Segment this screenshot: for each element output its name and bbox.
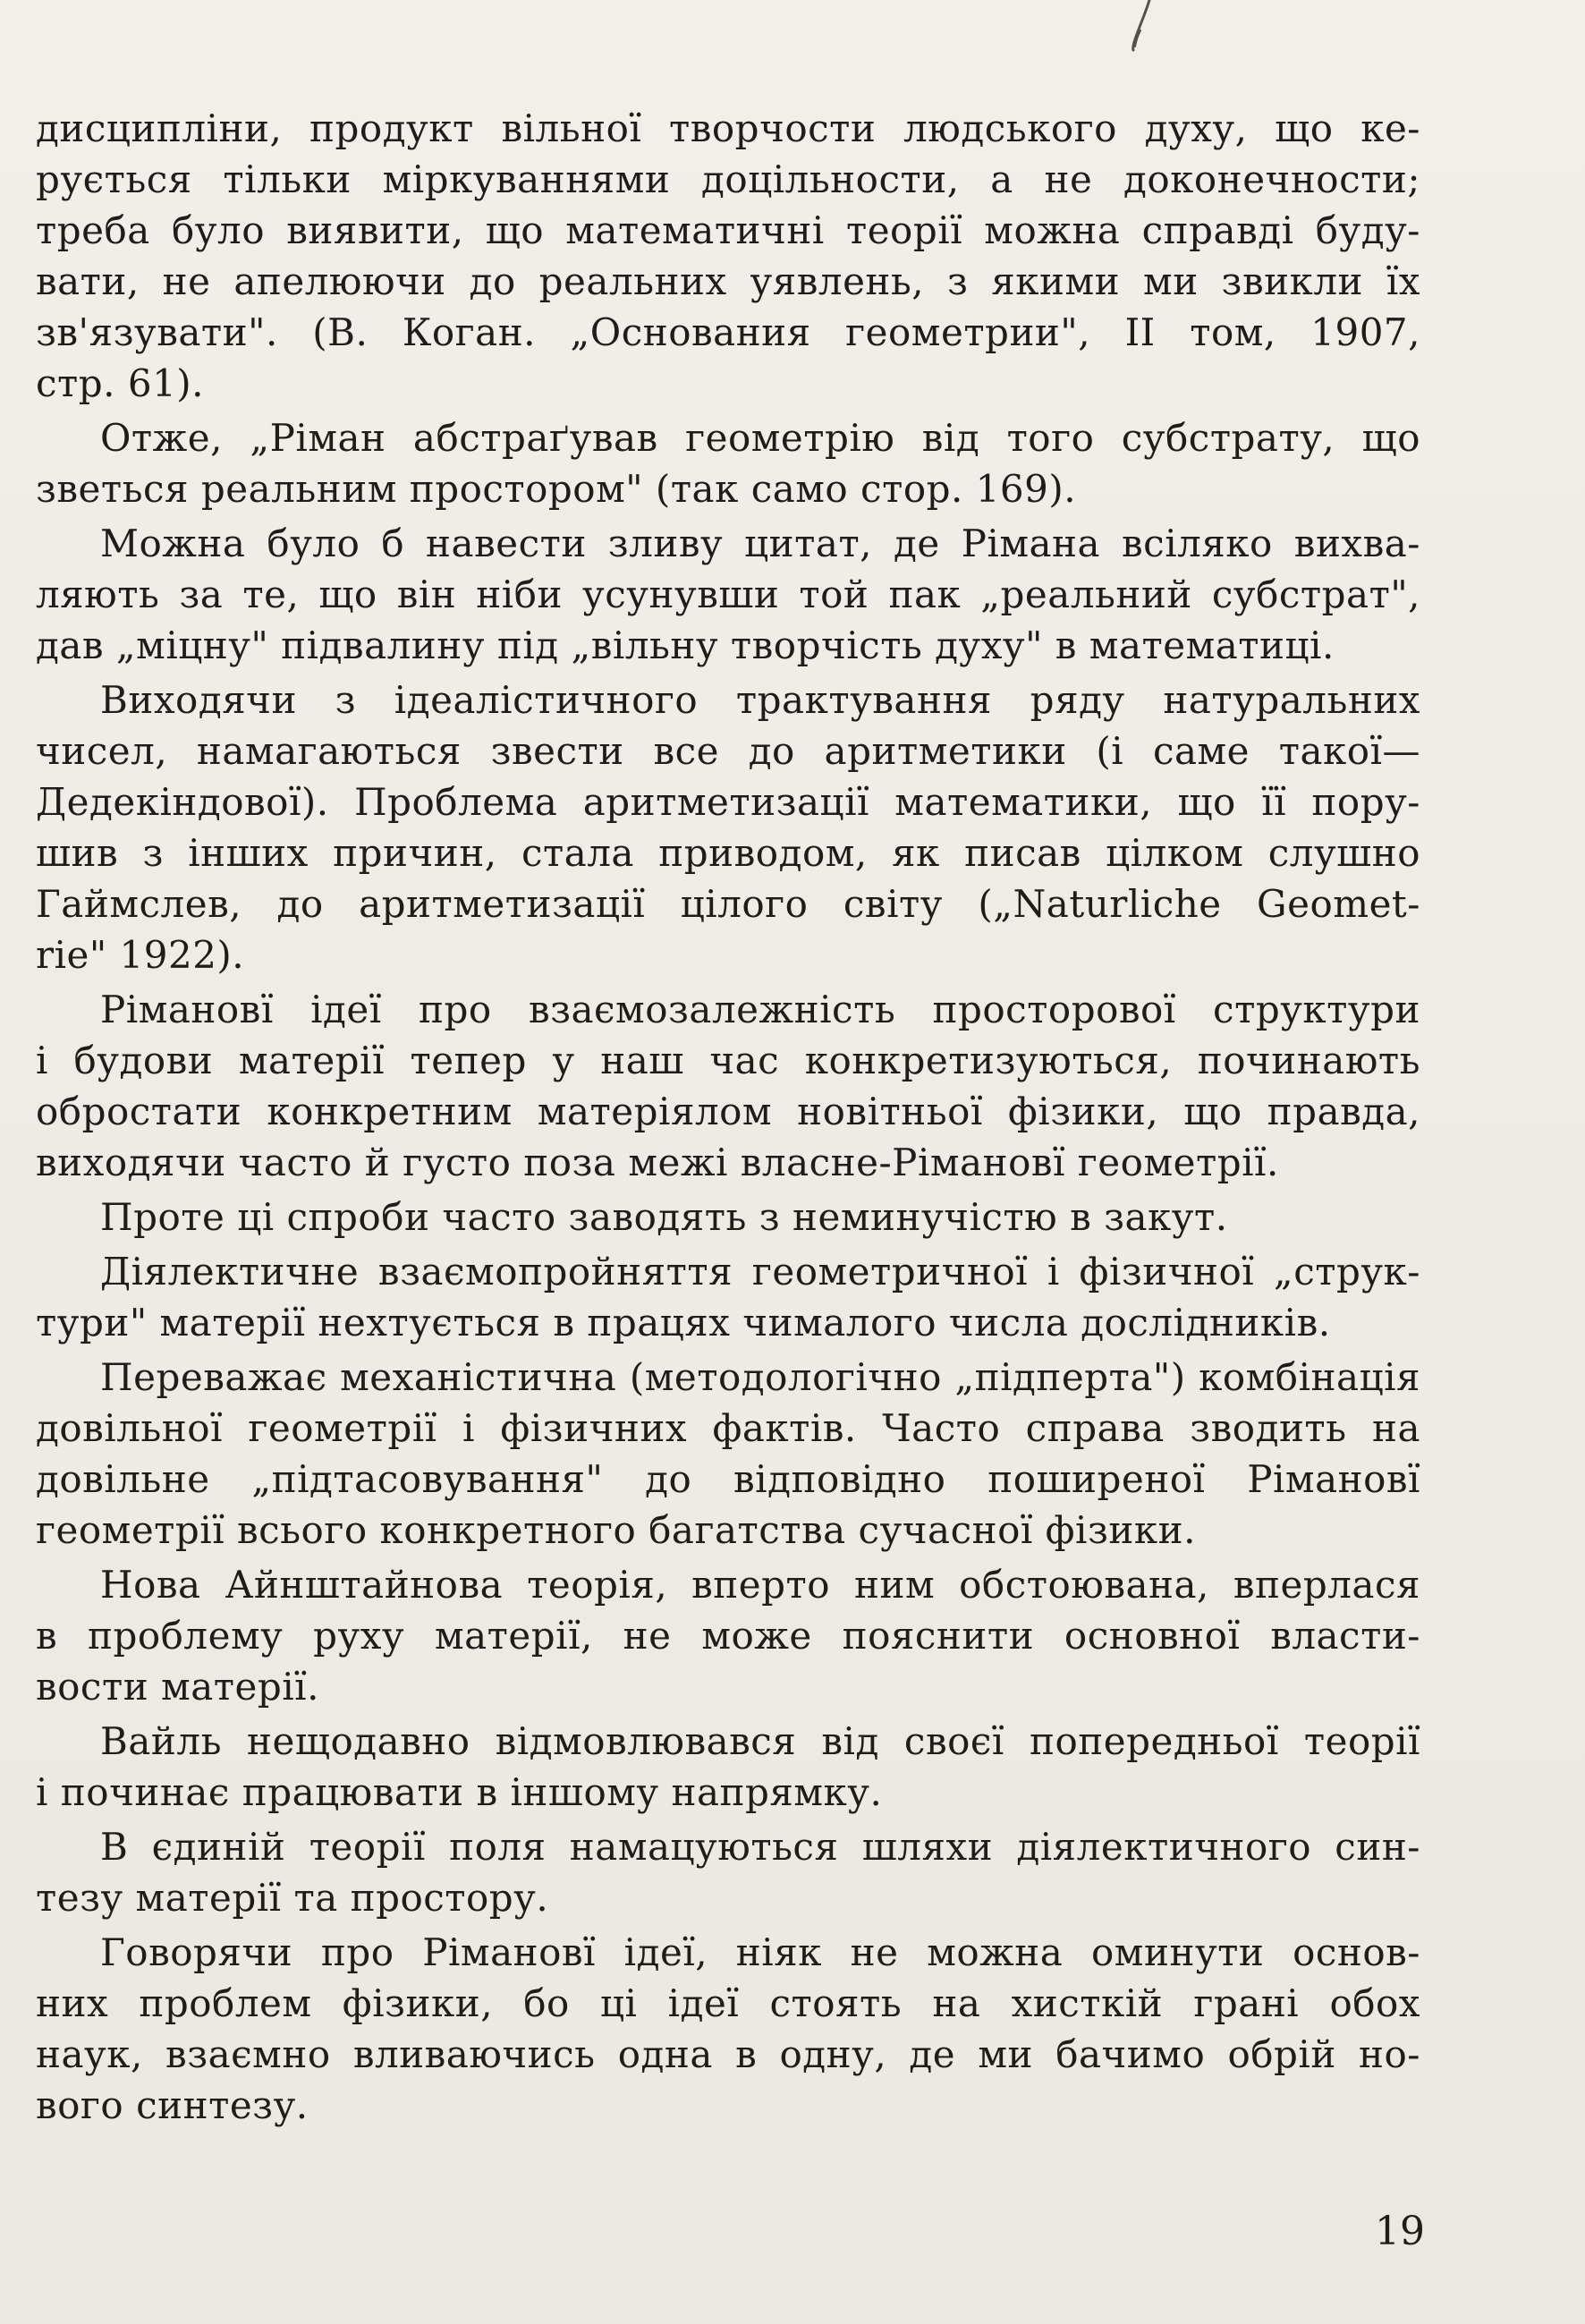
paragraph-first-line: Діялектичне взаємопройняття геометричної і фізичної „струк- <box>100 1250 1420 1293</box>
text-line: виходячи часто й густо поза межі власне-Рімановї геометрії. <box>36 1141 1279 1184</box>
text-line: rie" 1922). <box>36 933 245 977</box>
paragraph-first-line: Проте ці спроби часто заводять з неминучістю в закут. <box>100 1195 1228 1239</box>
text-line: шив з інших причин, стала приводом, як писав цілком слушно <box>36 831 1420 875</box>
text-line: рується тільки міркуваннями доцільности, а не доконечности; <box>36 157 1420 201</box>
text-line: вого синтезу. <box>36 2083 309 2127</box>
text-line: Гаймслев, до аритметизації цілого світу („Naturliche Geomet- <box>36 882 1420 926</box>
text-line: дисципліни, продукт вільної творчости людського духу, що ке- <box>36 106 1420 150</box>
paragraph-first-line: Переважає механістична (методологічно „підперта") комбінація <box>100 1355 1420 1399</box>
text-line: треба було виявити, що математичні теорії можна справді буду- <box>36 208 1420 252</box>
text-line: ляють за те, що він ніби усунувши той пак „реальний субстрат", <box>36 573 1420 616</box>
text-line: тезу матерії та простору. <box>36 1876 549 1920</box>
text-line: і будови матерії тепер у наш час конкретизуються, починають <box>36 1039 1420 1082</box>
paragraph-first-line: В єдиній теорії поля намацуються шляхи діялектичного син- <box>100 1825 1420 1869</box>
page-number: 19 <box>1375 2209 1425 2254</box>
text-line: довільної геометрії і фізичних фактів. Часто справа зводить на <box>36 1406 1420 1450</box>
paragraph-first-line: Рімановї ідеї про взаємозалежність просторової структури <box>100 988 1420 1031</box>
text-line: Дедекіндової). Проблема аритметизації математики, що її пору- <box>36 780 1420 824</box>
text-line: зветься реальним простором" (так само стор. 169). <box>36 467 1077 511</box>
text-line: тури" матерії нехтується в працях чималого числа дослідників. <box>36 1301 1331 1344</box>
text-line: геометрії всього конкретного багатства сучасної фізики. <box>36 1508 1196 1552</box>
text-line: обростати конкретним матеріялом новітньої фізики, що правда, <box>36 1090 1420 1133</box>
text-line: і починає працювати в іншому напрямку. <box>36 1770 883 1814</box>
paragraph-first-line: Говорячи про Рімановї ідеї, ніяк не можна оминути основ- <box>100 1930 1420 1974</box>
paragraph-first-line: Вайль нещодавно відмовлювався від своєї попередньої теорії <box>100 1719 1420 1763</box>
text-line: стр. 61). <box>36 361 205 405</box>
body-text <box>36 103 1420 2131</box>
paragraph-first-line: Отже, „Ріман абстраґував геометрію від того субстрату, що <box>100 416 1420 460</box>
paragraph-first-line: Можна було б навести зливу цитат, де Рімана всіляко вихва- <box>100 522 1420 565</box>
text-line: дав „міцну" підвалину під „вільну творчість духу" в математиці. <box>36 623 1335 667</box>
text-line: чисел, намагаються звести все до аритметики (і саме такої— <box>36 729 1420 773</box>
paragraph-first-line: Виходячи з ідеалістичного трактування ряду натуральних <box>100 678 1420 722</box>
text-line: наук, взаємно вливаючись одна в одну, де ми бачимо обрій но- <box>36 2032 1420 2076</box>
text-line: довільне „підтасовування" до відповідно поширеної Рімановї <box>36 1457 1420 1501</box>
text-line: вости матерії. <box>36 1665 319 1709</box>
paragraph-first-line: Нова Айнштайнова теорія, вперто ним обстоювана, вперлася <box>100 1563 1420 1607</box>
text-line: вати, не апелюючи до реальних уявлень, з якими ми звикли їх <box>36 259 1420 303</box>
text-line: них проблем фізики, бо ці ідеї стоять на хисткій грані обох <box>36 1981 1420 2025</box>
text-line: зв'язувати". (В. Коган. „Основания геометрии", II том, 1907, <box>36 310 1420 354</box>
text-line: в проблему руху матерії, не може пояснити основної власти- <box>36 1614 1420 1658</box>
pencil-mark <box>1123 0 1158 54</box>
